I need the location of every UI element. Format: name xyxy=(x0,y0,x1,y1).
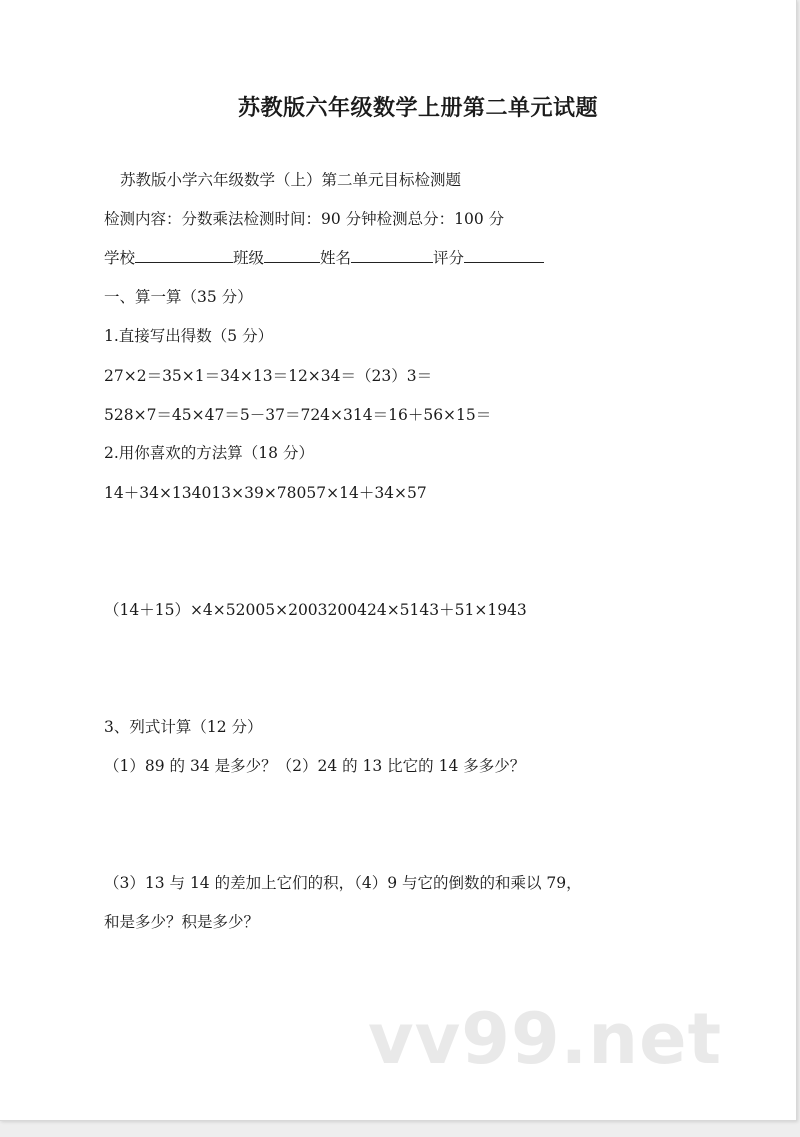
q1-row-2: 528×7＝45×47＝5－37＝724×314＝16＋56×15＝ xyxy=(104,406,492,424)
score-blank xyxy=(464,248,544,263)
document-subtitle: 苏教版小学六年级数学（上）第二单元目标检测题 xyxy=(120,171,462,189)
student-fields xyxy=(104,248,544,268)
section3-heading: 3、列式计算（12 分） xyxy=(104,718,263,736)
watermark: vv99.net xyxy=(368,998,723,1080)
q1-heading: 1.直接写出得数（5 分） xyxy=(104,327,274,345)
q2-row-2: （14＋15）×4×52005×2003200424×5143＋51×1943 xyxy=(104,601,527,619)
section3-row-2: （3）13 与 14 的差加上它们的积，（4）9 与它的倒数的和乘以 79， xyxy=(104,874,582,892)
school-label: 学校 xyxy=(104,249,136,267)
school-blank xyxy=(135,248,233,263)
name-blank xyxy=(351,248,433,263)
section3-row-1: （1）89 的 34 是多少？（2）24 的 13 比它的 14 多多少？ xyxy=(104,757,526,775)
name-label: 姓名 xyxy=(320,249,352,267)
q2-heading: 2.用你喜欢的方法算（18 分） xyxy=(104,444,314,462)
q2-row-1: 14＋34×134013×39×78057×14＋34×57 xyxy=(104,484,427,502)
exam-info: 检测内容：分数乘法检测时间：90 分钟检测总分：100 分 xyxy=(104,210,505,228)
class-blank xyxy=(264,248,320,263)
q1-row-1: 27×2＝35×1＝34×13＝12×34＝（23）3＝ xyxy=(104,367,433,385)
section3-row-3: 和是多少？积是多少？ xyxy=(104,913,260,931)
section1-heading: 一、算一算（35 分） xyxy=(104,288,253,306)
document-title: 苏教版六年级数学上册第二单元试题 xyxy=(237,96,598,121)
class-label: 班级 xyxy=(233,249,265,267)
score-label: 评分 xyxy=(433,249,465,267)
